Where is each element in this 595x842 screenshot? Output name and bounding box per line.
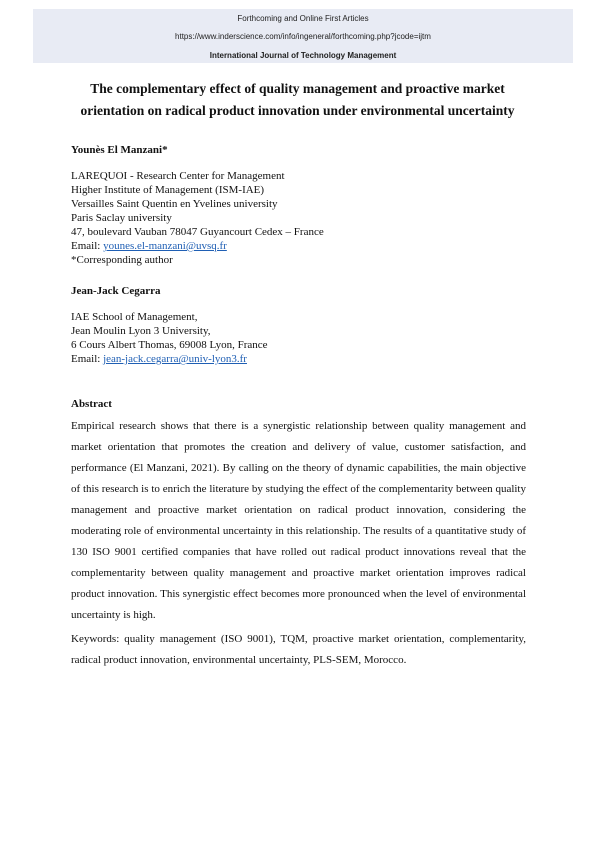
banner-journal-name: International Journal of Technology Management [209, 51, 397, 60]
abstract-text: Empirical research shows that there is a synergistic relationship between quality management and market orientation that promotes the creation and delivery of value, customer satisfaction, and performance (El Manzani, 2021). By calling on the theory of dynamic capabilities, the main objective of this research is to enrich the literature by studying the effect of the complementarity between quality management and proactive market orientation on radical product innovation, considering the moderating role of environmental uncertainty in this relationship. The results of a quantitative study of 130 ISO 9001 certified companies that have rolled out radical product innovations reveal that the complementarity between quality management and proactive market orientation improves radical product innovation. This synergistic effect becomes more pronounced when the level of environmental uncertainty is high. [71, 420, 526, 621]
author-1-email-link[interactable]: younes.el-manzani@uvsq.fr [103, 240, 227, 252]
paper-title [60, 78, 535, 122]
author-1-name: Younès El Manzani* [71, 144, 168, 156]
author-2-email-link[interactable]: jean-jack.cegarra@univ-lyon3.fr [103, 353, 247, 365]
affil-line: Higher Institute of Management (ISM-IAE) [71, 184, 265, 196]
journal-banner [33, 9, 573, 63]
email-label: Email: [71, 353, 104, 365]
affil-line: Paris Saclay university [71, 212, 172, 224]
affil-line: IAE School of Management, [71, 311, 198, 323]
affil-line: 6 Cours Albert Thomas, 69008 Lyon, France [71, 339, 268, 351]
title-line-1: The complementary effect of quality management and proactive market [90, 81, 505, 96]
email-label: Email: [71, 240, 104, 252]
author-2-name: Jean-Jack Cegarra [71, 285, 161, 297]
affil-line: 47, boulevard Vauban 78047 Guyancourt Cedex – France [71, 226, 324, 238]
keywords: Keywords: quality management (ISO 9001), TQM, proactive market orientation, complementarity, radical product innovation, environmental uncertainty, PLS-SEM, Morocco. [71, 633, 526, 666]
abstract-heading: Abstract [71, 398, 112, 410]
banner-url[interactable]: https://www.inderscience.com/info/ingeneral/forthcoming.php?jcode=ijtm [175, 32, 431, 41]
affil-line: Versailles Saint Quentin en Yvelines university [71, 198, 278, 210]
author-1-affiliation [71, 169, 324, 267]
author-2-email-line [71, 352, 268, 366]
affil-line: LAREQUOI - Research Center for Management [71, 170, 285, 182]
banner-forthcoming: Forthcoming and Online First Articles [237, 14, 369, 23]
author-2-affiliation [71, 310, 268, 366]
author-1-email-line [71, 239, 324, 253]
title-line-2: orientation on radical product innovation under environmental uncertainty [80, 103, 515, 118]
affil-line: Jean Moulin Lyon 3 University, [71, 325, 211, 337]
corresponding-author-note: *Corresponding author [71, 254, 173, 266]
